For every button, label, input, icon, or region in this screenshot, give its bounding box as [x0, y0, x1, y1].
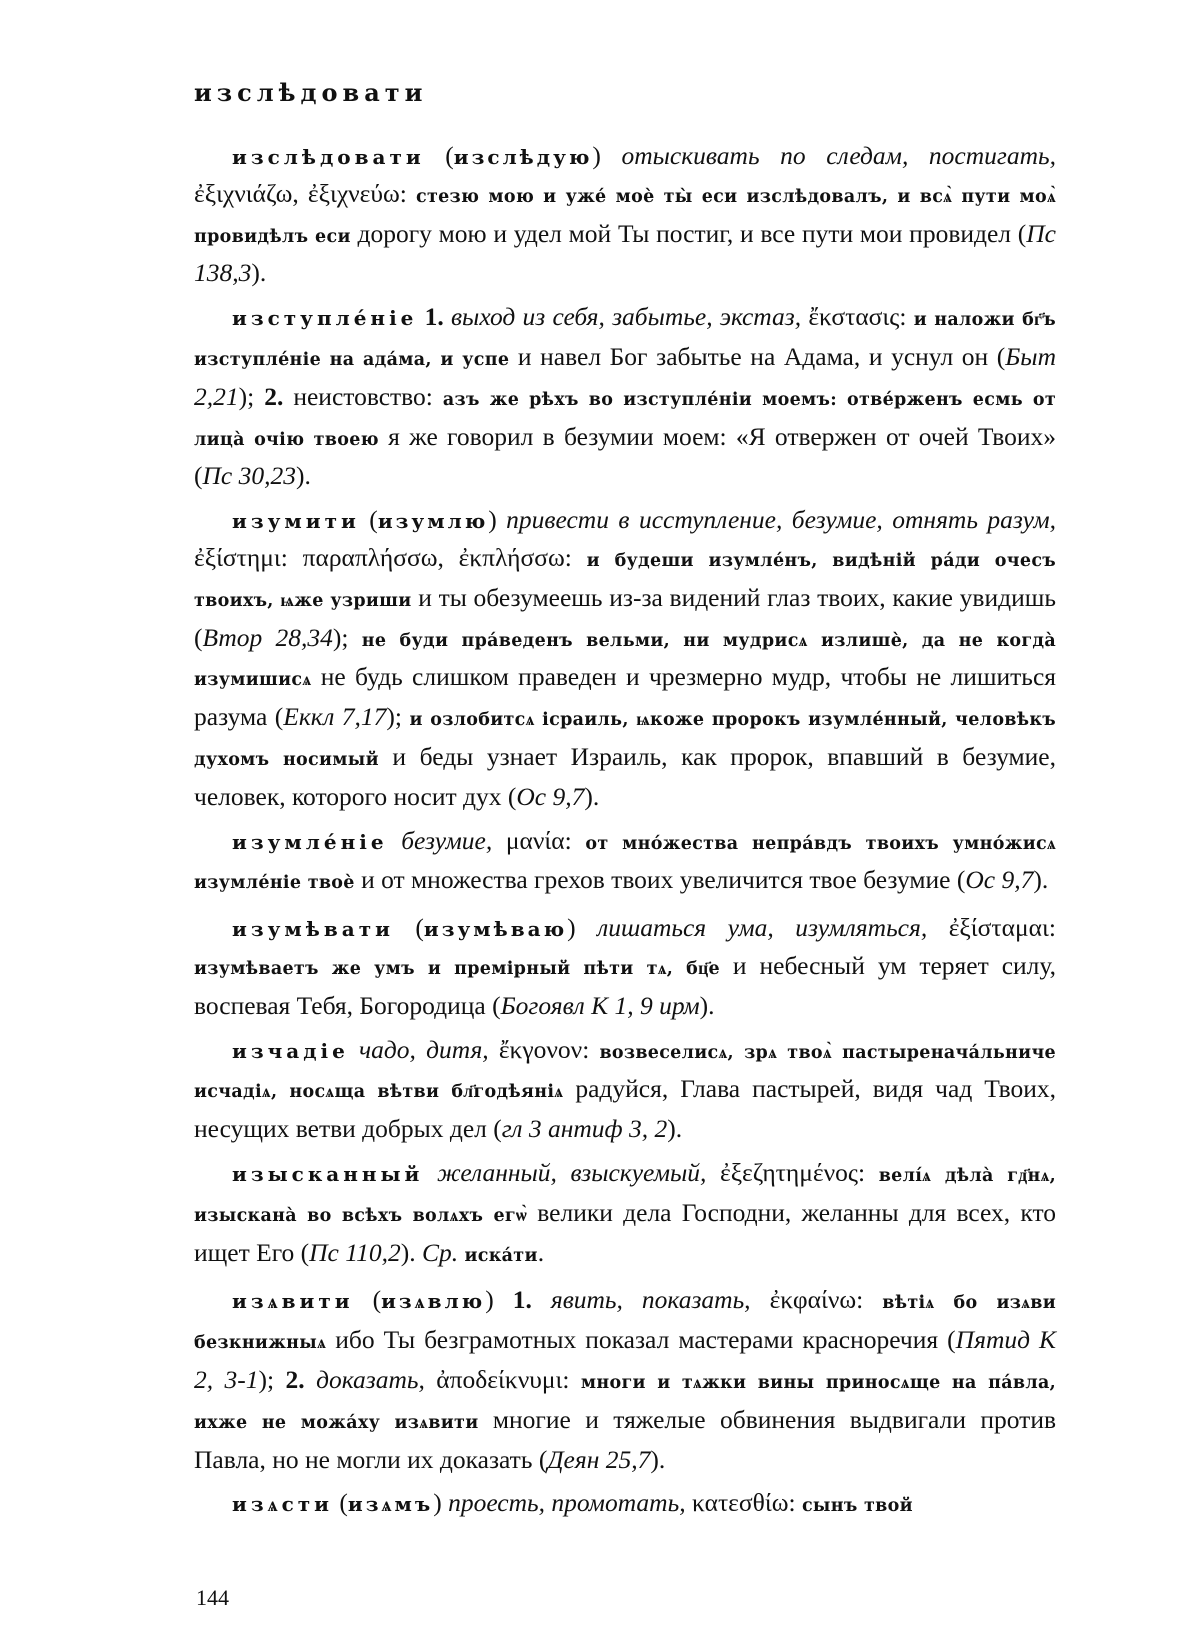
dictionary-entry [194, 1485, 1056, 1525]
punct: ) [433, 1488, 449, 1518]
greek-equivalent: μανία: [492, 825, 586, 855]
headword: изумити [232, 509, 360, 534]
headword: изысканный [232, 1161, 424, 1186]
slavonic-quote: стезю мою и ужé моѐ ты̀ еси изслѣдовалъ, и всѧ̀ пути моѧ̀ провидѣлъ еси [194, 186, 1056, 247]
translation: неистовство: [283, 381, 443, 411]
punct: ). [699, 990, 715, 1020]
punct: ( [393, 913, 424, 943]
grammatical-form: изслѣдую [453, 145, 593, 169]
reference: гл 3 антиф 3, 2 [501, 1114, 668, 1144]
punct: ( [333, 1488, 348, 1518]
sense-number: 2. [285, 1364, 305, 1394]
greek-equivalent: ἔκγονον: [488, 1034, 600, 1064]
definition: желанный, взыскуемый, [423, 1157, 707, 1187]
translation: дорогу мою и удел мой Ты постиг, и все пути мои провидел ( [350, 218, 1027, 248]
translation: не будь слишком праведен и чрезмерно мудр, чтобы не лишиться разума ( [194, 662, 1056, 732]
slavonic-quote: и наложи бг҃ъ изступлéніе на адáма, и успе [194, 310, 1057, 370]
dictionary-entry [194, 1282, 1056, 1477]
punct: ). [295, 461, 311, 491]
definition: лишаться ума, изумляться, [597, 913, 928, 943]
punct: ( [424, 141, 454, 170]
punct: ( [359, 505, 378, 535]
punct: ); [238, 381, 265, 411]
reference: Богоявл К 1, 9 ирм [500, 990, 700, 1020]
headword: изѧсти [232, 1492, 334, 1517]
grammatical-form: изѧвлю [381, 1289, 486, 1314]
translation: велики дела Господни, желанны для всех, кто ищет Его ( [194, 1197, 1056, 1267]
grammatical-form: изумлю [377, 509, 489, 534]
dictionary-entry [194, 299, 1056, 494]
punct: ). [1033, 865, 1049, 895]
definition: явить, показать, [531, 1285, 751, 1315]
punct: ) [592, 141, 622, 170]
dictionary-body [194, 138, 1056, 1533]
running-head: изслѣдовати [194, 78, 428, 107]
sense-number: 1. [512, 1285, 532, 1315]
punct: ) [485, 1285, 513, 1315]
translation: и от множества грехов твоих увеличится твое безумие ( [354, 865, 966, 895]
translation: и ты обезумеешь из-за видений глаз твоих, какие увидишь ( [194, 582, 1057, 652]
slavonic-quote: сынъ твой [801, 1496, 913, 1517]
slavonic-quote: и будеши изумлéнъ, видѣній рáди очесъ твоихъ, ѩже узриши [194, 550, 1056, 611]
slavonic-quote: вѣтіѧ бо изѧви безкнижныѧ [194, 1293, 1057, 1354]
reference: Деян 25,7 [547, 1444, 651, 1474]
greek-equivalent: ἐξίσταμαι: [927, 913, 1056, 943]
grammatical-form: изумѣваю [423, 917, 568, 942]
dictionary-entry [194, 823, 1056, 903]
page-number: 144 [196, 1585, 229, 1610]
punct: ). [650, 1444, 666, 1474]
definition: доказать, [304, 1364, 425, 1394]
reference: Пс 138,3 [194, 218, 1056, 288]
definition: чадо, дитя, [348, 1034, 489, 1064]
punct: ); [258, 1364, 286, 1394]
greek-equivalent: ἀποδείκνυμι: [424, 1364, 581, 1394]
translation: радуйся, Глава пастырей, видя чад Твоих, несущих ветви добрых дел ( [194, 1074, 1056, 1144]
greek-equivalent: ἐξεζητημένος: [706, 1157, 879, 1187]
slavonic-quote: от мнóжества непрáвдъ твоихъ умнóжисѧ изумлéніе твоѐ [194, 833, 1057, 894]
punct: ); [332, 622, 362, 652]
headword: изѧвити [232, 1289, 354, 1314]
grammatical-form: изѧмъ [347, 1492, 434, 1517]
slavonic-quote: велíѧ дѣлà гд҃нѧ, изысканà во всѣхъ волѧхъ егѡ̀ [194, 1165, 1057, 1226]
sense-number: 2. [264, 381, 284, 411]
definition: безумие, [387, 825, 493, 855]
reference: Еккл 7,17 [283, 702, 387, 732]
headword: изумлéніе [232, 829, 388, 854]
translation: и небесный ум теряет силу, воспевая Тебя, Богородица ( [194, 950, 1056, 1020]
reference: Пятид К 2, 3-1 [194, 1325, 1056, 1394]
greek-equivalent: κατεσθίω: [685, 1488, 802, 1518]
reference: Втор 28,34 [202, 622, 333, 652]
cross-reference-label: Ср. [421, 1237, 459, 1267]
slavonic-quote: не буди прáведенъ вельми, ни мудрисѧ излишѐ, да не когдà изумишисѧ [194, 630, 1057, 691]
dictionary-entry [194, 138, 1056, 291]
reference: Быт 2,21 [194, 341, 1056, 411]
slavonic-quote: многи и тѧжки вины приносѧще на пáвла, ихже не можáху изѧвити [194, 1372, 1056, 1433]
translation: ибо Ты безграмотных показал мастерами красноречия ( [326, 1325, 956, 1355]
punct: ). [400, 1237, 422, 1267]
slavonic-quote: и озлобитсѧ ісраиль, ѩкоже пророкъ изумлéнный, человѣкъ духомъ носимый [194, 710, 1057, 770]
dictionary-entry [194, 502, 1056, 814]
reference: Ос 9,7 [516, 781, 585, 811]
dictionary-entry [194, 1032, 1056, 1147]
greek-equivalent: ἐξίστημι: παραπλήσσω, ἐκπλήσσω: [194, 542, 587, 572]
punct: ); [386, 702, 410, 732]
dictionary-entry [194, 910, 1056, 1023]
punct: ). [584, 781, 600, 811]
slavonic-quote: возвеселисѧ, зрѧ твоѧ̀ пастыреначáльниче исчадіѧ, носѧща вѣтви бл҃годѣяніѧ [194, 1042, 1056, 1103]
punct: . [537, 1237, 545, 1267]
headword: изумѣвати [232, 917, 394, 942]
definition: отыскивать по следам, постигать, [621, 141, 1056, 170]
punct: ). [667, 1114, 683, 1144]
translation: и навел Бог забытье на Адама, и уснул он ( [509, 341, 1006, 371]
translation: многие и тяжелые обвинения выдвигали против Павла, но не могли их доказать ( [194, 1404, 1056, 1474]
greek-equivalent: ἐξιχνιάζω, ἐξιχνεύω: [194, 178, 416, 208]
punct: ) [488, 505, 507, 535]
punct: ( [353, 1285, 382, 1315]
slavonic-quote: изумѣваетъ же умъ и премірный пѣти тѧ, бц҃е [194, 958, 720, 979]
definition: привести в исступление, безумие, отнять разум, [506, 505, 1057, 535]
translation: я же говорил в безумии моем: «Я отвержен от очей Твоих» ( [194, 421, 1056, 491]
translation: и беды узнает Израиль, как пророк, впавший в безумие, человек, которого носит дух ( [194, 741, 1057, 811]
punct: ) [567, 913, 598, 943]
reference: Пс 110,2 [309, 1237, 401, 1267]
sense-number: 1. [424, 302, 444, 332]
headword: изчадіе [232, 1038, 349, 1063]
headword: изступлéніе [232, 306, 418, 331]
dictionary-entry [194, 1155, 1056, 1274]
reference: Ос 9,7 [965, 865, 1034, 895]
punct: ). [251, 258, 267, 288]
headword: изслѣдовати [232, 145, 425, 169]
reference: Пс 30,23 [202, 461, 296, 491]
greek-equivalent: ἐκφαίνω: [750, 1285, 883, 1315]
slavonic-quote: азъ же рѣхъ во изступлéніи моемъ: отвéрженъ есмь от лицà очію твоею [194, 389, 1056, 450]
definition: выход из себя, забытье, экстаз, [443, 302, 802, 332]
cross-reference-word: искáти [464, 1245, 538, 1266]
definition: проесть, промотать, [448, 1488, 686, 1518]
greek-equivalent: ἔκστασις: [801, 302, 914, 332]
